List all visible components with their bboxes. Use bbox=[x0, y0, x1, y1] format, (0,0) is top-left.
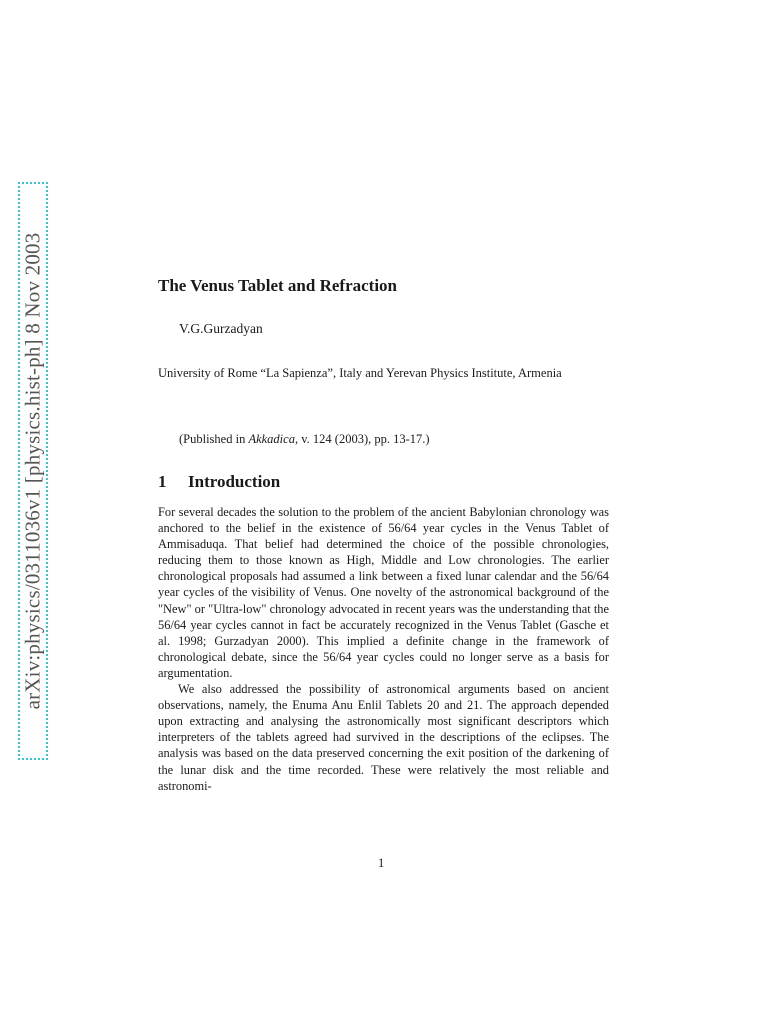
paragraph: For several decades the solution to the problem of the ancient Babylonian chronology was anchored to the belief in the existence of 56/64 year cycles in the Venus Tablet of Ammisaduqa. That belief had determined the choice of the possible chronologies, reducing them to those known as High, Middle and Low chronologies. The earlier chronological proposals had assumed a link between a fixed lunar calendar and the 56/64 year cycles of the visibility of Venus. One novelty of the astronomical background of the "New" or "Ultra-low" chronology advocated in recent years was the understanding that the 56/64 year cycles cannot in fact be accurately recognized in the Venus Tablet (Gasche et al. 1998; Gurzadyan 2000). This implied a definite change in the framework of chronological debate, since the 56/64 year cycles could no longer serve as a basis for argumentation. bbox=[158, 505, 609, 680]
arxiv-identifier-stamp[interactable] bbox=[18, 182, 48, 760]
section-heading bbox=[158, 472, 280, 492]
page-number: 1 bbox=[378, 856, 385, 870]
publication-suffix: , v. 124 (2003), pp. 13-17.) bbox=[294, 432, 430, 446]
author-affiliation: University of Rome “La Sapienza”, Italy and Yerevan Physics Institute, Armenia bbox=[158, 366, 562, 380]
author-name: V.G.Gurzadyan bbox=[179, 321, 263, 336]
publication-prefix: (Published in bbox=[179, 432, 249, 446]
arxiv-identifier: arXiv:physics/0311036v1 [physics.hist-ph] 8 Nov 2003 bbox=[20, 232, 45, 710]
paper-title: The Venus Tablet and Refraction bbox=[158, 276, 397, 295]
journal-name: Akkadica bbox=[248, 432, 295, 446]
publication-note bbox=[179, 432, 430, 447]
section-title: Introduction bbox=[188, 472, 281, 491]
paragraph: We also addressed the possibility of astronomical arguments based on ancient observations, namely, the Enuma Anu Enlil Tablets 20 and 21. The approach depended upon extracting and analysing the astronomically most significant descriptors which interpreters of the tablets agreed had survived in the descriptions of the eclipses. The analysis was based on the data preserved concerning the exit position of the darkening of the lunar disk and the time recorded. These were relatively the most reliable and astronomi- bbox=[158, 682, 609, 793]
body-text bbox=[158, 504, 609, 794]
section-number: 1 bbox=[158, 472, 167, 491]
